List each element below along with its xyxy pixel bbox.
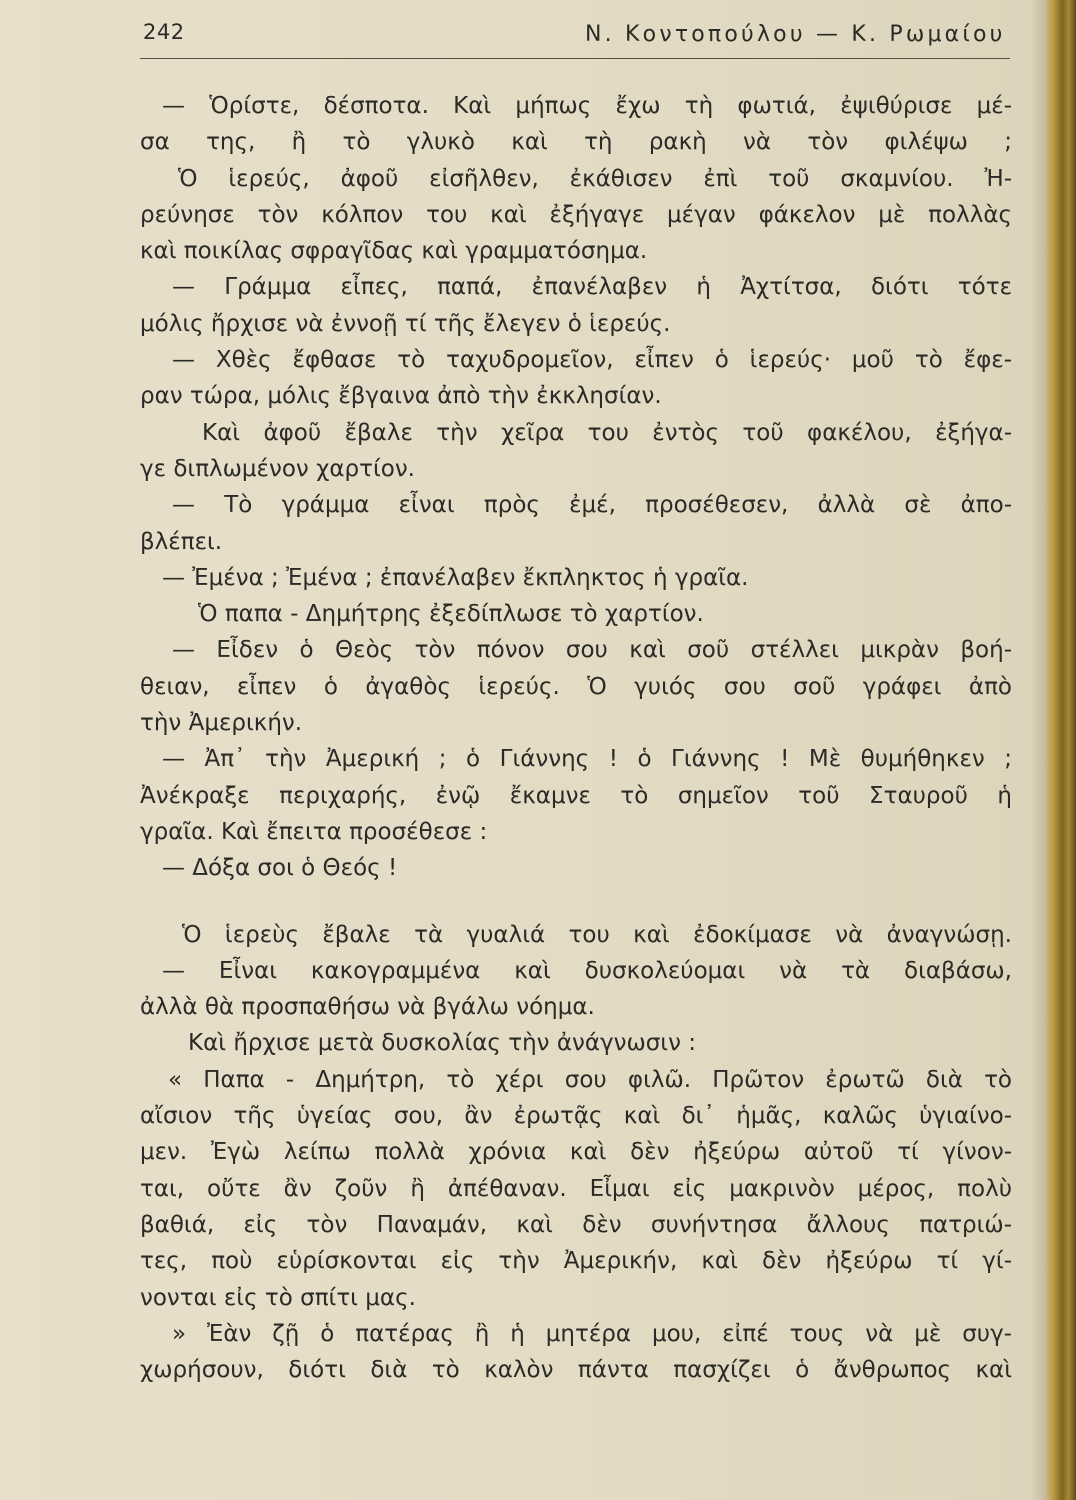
text-line: τες, ποὺ εὑρίσκονται εἰς τὴν Ἀμερικήν, καὶ δὲν ἠξεύρω τί γί- bbox=[140, 1248, 1012, 1275]
text-line: μεν. Ἐγὼ λείπω πολλὰ χρόνια καὶ δὲν ἠξεύρω αὐτοῦ τί γίνον- bbox=[140, 1139, 1012, 1166]
text-line: Ὁ ἱερεὺς ἔβαλε τὰ γυαλιά του καὶ ἐδοκίμασε νὰ ἀναγνώσῃ. bbox=[182, 921, 1012, 948]
text-line: μόλις ἤρχισε νὰ ἐννοῇ τί τῆς ἔλεγεν ὁ ἱερεύς. bbox=[140, 310, 671, 337]
text-line: — Χθὲς ἔφθασε τὸ ταχυδρομεῖον, εἶπεν ὁ ἱερεύς· μοῦ τὸ ἔφε- bbox=[172, 347, 1012, 374]
text-line: βλέπει. bbox=[140, 528, 223, 555]
text-line: Καὶ ἤρχισε μετὰ δυσκολίας τὴν ἀνάγνωσιν : bbox=[188, 1030, 696, 1057]
text-line: — Τὸ γράμμα εἶναι πρὸς ἐμέ, προσέθεσεν, ἀλλὰ σὲ ἀπο- bbox=[172, 492, 1012, 519]
header-rule bbox=[140, 58, 1010, 59]
text-line: χωρήσουν, διότι διὰ τὸ καλὸν πάντα πασχίζει ὁ ἄνθρωπος καὶ bbox=[140, 1357, 1012, 1384]
text-line: ἀλλὰ θὰ προσπαθήσω νὰ βγάλω νόημα. bbox=[140, 994, 595, 1021]
book-edge bbox=[1046, 0, 1076, 1500]
text-line: καὶ ποικίλας σφραγῖδας καὶ γραμματόσημα. bbox=[140, 238, 648, 265]
body-text bbox=[140, 88, 1012, 1388]
text-line: ρεύνησε τὸν κόλπον του καὶ ἐξήγαγε μέγαν φάκελον μὲ πολλὰς bbox=[140, 201, 1012, 228]
running-head: Ν. Κοντοπούλου — Κ. Ρωμαίου bbox=[585, 22, 1006, 47]
text-line: Ὁ παπα - Δημήτρης ἐξεδίπλωσε τὸ χαρτίον. bbox=[198, 601, 704, 628]
text-line: θειαν, εἶπεν ὁ ἀγαθὸς ἱερεύς. Ὁ γυιός σου σοῦ γράφει ἀπὸ bbox=[140, 673, 1012, 700]
text-line: γε διπλωμένον χαρτίον. bbox=[140, 455, 415, 482]
text-line: βαθιά, εἰς τὸν Παναμάν, καὶ δὲν συνήντησα ἄλλους πατριώ- bbox=[140, 1211, 1012, 1238]
text-line: νονται εἰς τὸ σπίτι μας. bbox=[140, 1284, 416, 1311]
text-line: — Ὁρίστε, δέσποτα. Καὶ μήπως ἔχω τὴ φωτιά, ἐψιθύρισε μέ- bbox=[162, 93, 1012, 119]
text-line: — Εἶναι κακογραμμένα καὶ δυσκολεύομαι νὰ τὰ διαβάσω, bbox=[162, 957, 1012, 984]
text-line: » Ἐὰν ζῇ ὁ πατέρας ἢ ἡ μητέρα μου, εἰπέ τους νὰ μὲ συγ- bbox=[172, 1320, 1012, 1347]
text-line: « Παπα - Δημήτρη, τὸ χέρι σου φιλῶ. Πρῶτον ἐρωτῶ διὰ τὸ bbox=[168, 1066, 1012, 1093]
text-line: — Γράμμα εἶπες, παπά, ἐπανέλαβεν ἡ Ἀχτίτσα, διότι τότε bbox=[172, 274, 1012, 301]
text-line: — Δόξα σοι ὁ Θεός ! bbox=[162, 855, 398, 882]
text-line: — Ἐμένα ; Ἐμένα ; ἐπανέλαβεν ἔκπληκτος ἡ γραῖα. bbox=[162, 564, 749, 591]
text-line: ται, οὔτε ἂν ζοῦν ἢ ἀπέθαναν. Εἶμαι εἰς μακρινὸν μέρος, πολὺ bbox=[140, 1175, 1012, 1202]
text-line: Καὶ ἀφοῦ ἔβαλε τὴν χεῖρα του ἐντὸς τοῦ φακέλου, ἐξήγα- bbox=[202, 419, 1012, 446]
text-line: Ἀνέκραξε περιχαρής, ἐνῷ ἔκαμνε τὸ σημεῖον τοῦ Σταυροῦ ἡ bbox=[140, 782, 1012, 809]
text-line: γραῖα. Καὶ ἔπειτα προσέθεσε : bbox=[140, 818, 488, 845]
text-line: τὴν Ἀμερικήν. bbox=[140, 710, 303, 737]
text-line: ραν τώρα, μόλις ἔβγαινα ἀπὸ τὴν ἐκκλησίαν. bbox=[140, 383, 662, 410]
text-line: — Εἶδεν ὁ Θεὸς τὸν πόνον σου καὶ σοῦ στέλλει μικρὰν βοή- bbox=[172, 637, 1012, 664]
section-gap bbox=[140, 887, 1012, 917]
text-line: αἴσιον τῆς ὑγείας σου, ἂν ἐρωτᾷς καὶ δι᾿ ἡμᾶς, καλῶς ὑγιαίνο- bbox=[140, 1103, 1012, 1130]
page-number: 242 bbox=[143, 20, 185, 44]
text-line: σα της, ἢ τὸ γλυκὸ καὶ τὴ ρακὴ νὰ τὸν φιλέψω ; bbox=[140, 129, 1012, 156]
text-line: — Ἀπ᾿ τὴν Ἀμερική ; ὁ Γιάννης ! ὁ Γιάννης ! Μὲ θυμήθηκεν ; bbox=[162, 746, 1012, 773]
text-line: Ὁ ἱερεύς, ἀφοῦ εἰσῆλθεν, ἐκάθισεν ἐπὶ τοῦ σκαμνίου. Ἠ- bbox=[178, 165, 1012, 192]
